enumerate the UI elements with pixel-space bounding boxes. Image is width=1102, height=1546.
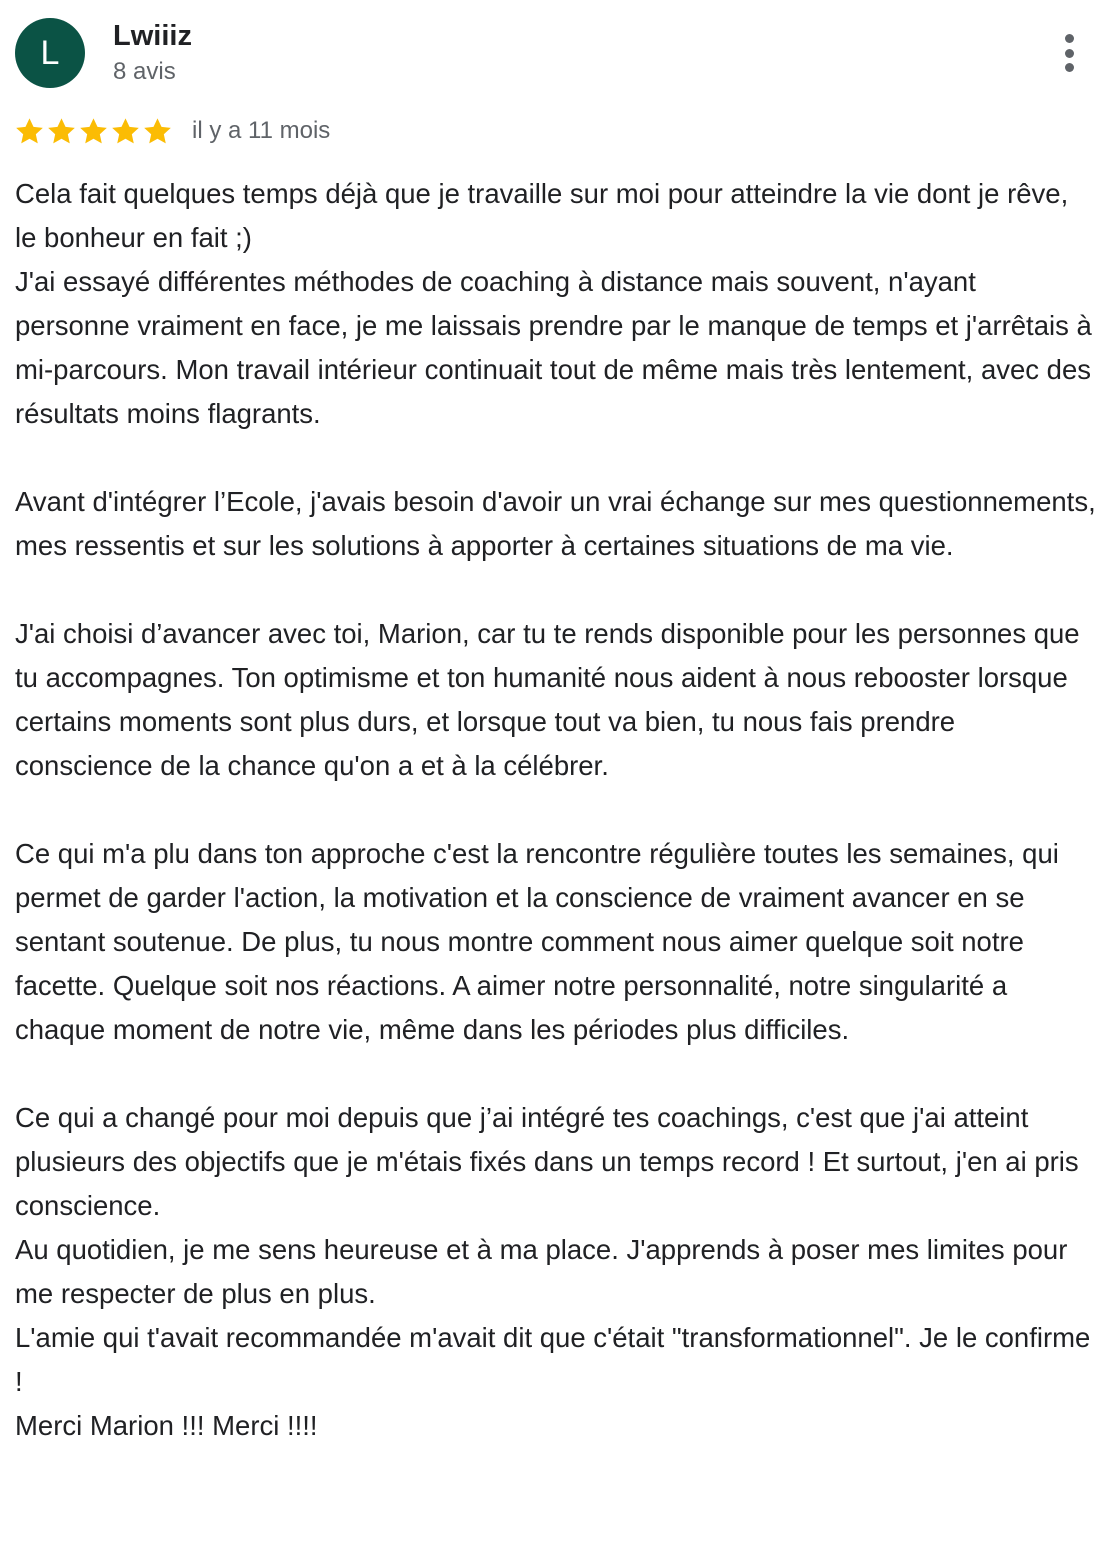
review-paragraph: Merci Marion !!! Merci !!!! — [15, 1410, 318, 1441]
star-icon — [78, 116, 109, 147]
review-paragraph: Ce qui a changé pour moi depuis que j’ai intégré tes coachings, c'est que j'ai atteint plusieurs des objectifs que je m'étais fixés dans un temps record ! Et surtout, j'en ai pris conscience. — [15, 1102, 1079, 1221]
more-vert-icon — [1065, 34, 1074, 43]
star-icon — [46, 116, 77, 147]
author-name[interactable]: Lwiiiz — [113, 20, 192, 52]
paragraph-spacer — [15, 1052, 1097, 1096]
paragraph-spacer — [15, 568, 1097, 612]
star-rating — [14, 116, 174, 147]
review-paragraph: Avant d'intégrer l’Ecole, j'avais besoin d'avoir un vrai échange sur mes questionnements, mes ressentis et sur les solutions à apporter à certaines situations de ma vie. — [15, 486, 1096, 561]
star-icon — [142, 116, 173, 147]
review-paragraph: Ce qui m'a plu dans ton approche c'est la rencontre régulière toutes les semaines, qui permet de garder l'action, la motivation et la conscience de vraiment avancer en se sentant soutenue. De plus, tu nous montre comment nous aimer quelque soit notre facette. Quelque soit nos réactions. A aimer notre personnalité, notre singularité a chaque moment de notre vie, même dans les périodes plus difficiles. — [15, 838, 1059, 1045]
review-paragraph: Au quotidien, je me sens heureuse et à ma place. J'apprends à poser mes limites pour me respecter de plus en plus. — [15, 1234, 1068, 1309]
review-paragraph: L'amie qui t'avait recommandée m'avait dit que c'était "transformationnel". Je le confirme ! — [15, 1322, 1091, 1397]
rating-row — [14, 112, 330, 150]
more-vert-icon-dot — [1065, 63, 1074, 72]
author-review-count: 8 avis — [113, 58, 176, 85]
avatar-initial: L — [40, 33, 60, 72]
paragraph-spacer — [15, 436, 1097, 480]
review-timestamp: il y a 11 mois — [192, 117, 331, 144]
star-icon — [14, 116, 45, 147]
review-paragraph: Cela fait quelques temps déjà que je travaille sur moi pour atteindre la vie dont je rêve, le bonheur en fait ;) — [15, 178, 1069, 253]
more-vert-icon-dot — [1065, 49, 1074, 58]
review-paragraph: J'ai choisi d’avancer avec toi, Marion, car tu te rends disponible pour les personnes que tu accompagnes. Ton optimisme et ton humanité nous aident à nous rebooster lorsque certains moments sont plus durs, et lorsque tout va bien, tu nous fais prendre conscience de la chance qu'on a et à la célébrer. — [15, 618, 1080, 781]
review-text — [15, 172, 1097, 1448]
paragraph-spacer — [15, 788, 1097, 832]
avatar[interactable] — [15, 18, 85, 88]
more-options-button[interactable] — [1050, 30, 1088, 76]
star-icon — [110, 116, 141, 147]
review-paragraph: J'ai essayé différentes méthodes de coaching à distance mais souvent, n'ayant personne vraiment en face, je me laissais prendre par le manque de temps et j'arrêtais à mi-parcours. Mon travail intérieur continuait tout de même mais très lentement, avec des résultats moins flagrants. — [15, 266, 1092, 429]
